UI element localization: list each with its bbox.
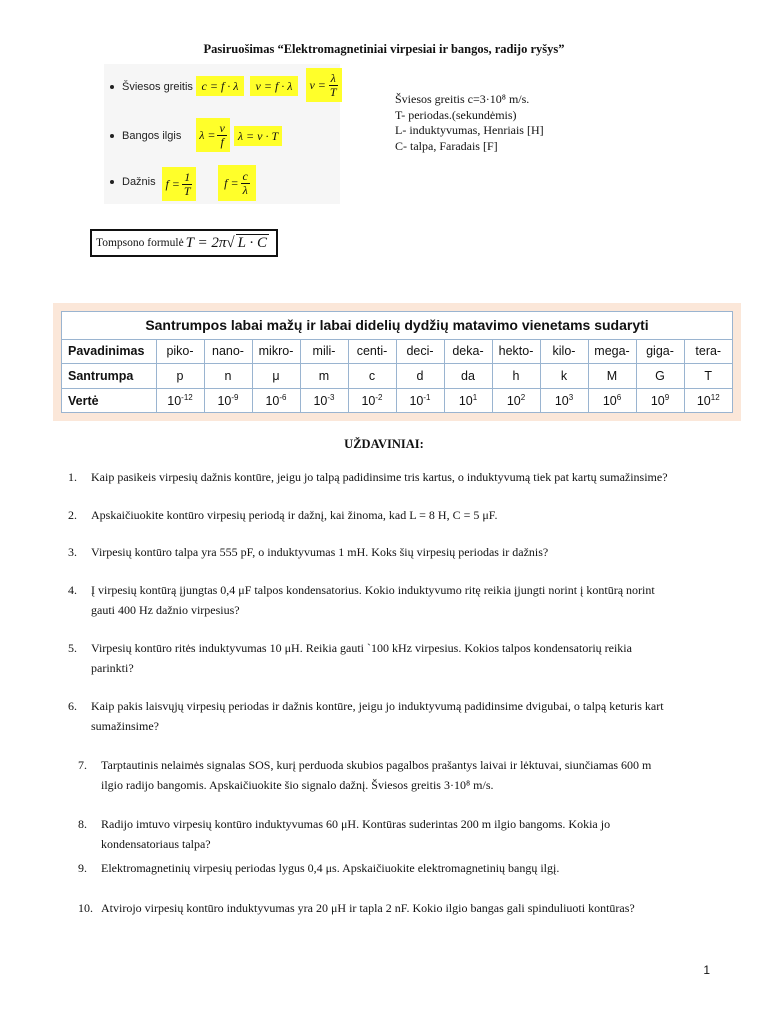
row-header-abbrev: Santrumpa [62,364,156,389]
prefix-abbrev: T [684,364,732,389]
formula-lambda-v-f: λ = $\frac{v}{f}$ [196,118,230,152]
prefix-name: piko- [156,339,204,364]
prefix-table [61,311,733,413]
prefix-name: deci- [396,339,444,364]
prefix-value: $10^{-6}$ [252,389,300,414]
note-period: T- periodas.(sekundėmis) [395,107,517,122]
bullet-icon [110,134,114,138]
prefix-table-title: Santrumpos labai mažų ir labai didelių dydžių matavimo vienetams sudaryti [62,312,732,340]
note-capacitance: C- talpa, Faradais [F] [395,138,498,153]
prefix-value: $10^{-3}$ [300,389,348,414]
prefix-abbrev: M [588,364,636,389]
thomson-label: Tompsono formulė [96,237,184,249]
prefix-abbrev: c [348,364,396,389]
thomson-formula-box [90,229,278,257]
row-header-name: Pavadinimas [62,339,156,364]
prefix-value: $10^9$ [636,389,684,414]
prefix-abbrev: k [540,364,588,389]
prefix-value-row [62,389,732,414]
prefix-value: $10^{-9}$ [204,389,252,414]
bullet-icon [110,180,114,184]
prefix-abbrev: d [396,364,444,389]
wavelength-row [110,130,181,142]
prefix-names-row [62,339,732,364]
prefix-abbrev: m [300,364,348,389]
prefix-value: $10^{12}$ [696,392,720,408]
prefix-abbrev: h [492,364,540,389]
bullet-icon [110,85,114,89]
formula-v-f-lambda: v = f · λ [250,76,298,96]
wavelength-label: Bangos ilgis [122,130,182,142]
prefix-name: tera- [684,339,732,364]
prefix-abbrev: p [156,364,204,389]
prefix-name: mili- [300,339,348,364]
frequency-row [110,176,156,188]
prefix-name: mikro- [252,339,300,364]
prefix-table-frame [53,303,741,421]
prefix-abbrev: n [204,364,252,389]
row-header-value: Vertė [62,389,156,414]
prefix-abbrev: μ [252,364,300,389]
speed-row [110,81,193,93]
prefix-abbrev: da [444,364,492,389]
symbol-notes [395,92,544,154]
page-number: 1 [703,963,710,977]
page-title: Pasiruošimas “Elektromagnetiniai virpesiai ir bangos, radijo ryšys” [203,42,565,56]
thomson-expression: T = 2π√ L · C [185,235,267,251]
prefix-value: $10^3$ [540,389,588,414]
prefix-abbrev: G [636,364,684,389]
frequency-label: Dažnis [122,176,156,188]
tasks-heading: UŽDAVINIAI: [344,437,424,451]
prefix-value: $10^{-1}$ [396,389,444,414]
prefix-name: centi- [348,339,396,364]
prefix-value: $10^2$ [492,389,540,414]
formula-v-lambda-t: v = $\frac{\lambda}{T}$ [306,68,342,102]
prefix-value: $10^6$ [588,389,636,414]
prefix-value: $10^1$ [444,389,492,414]
prefix-grid [62,339,732,413]
prefix-abbrev-row [62,364,732,389]
formula-f-c-lambda: f = $\frac{c}{\lambda}$ [218,165,256,201]
prefix-name: nano- [204,339,252,364]
prefix-name: deka- [444,339,492,364]
formula-lambda-v-t: λ = v · T [234,126,282,146]
prefix-name: kilo- [540,339,588,364]
prefix-value: $10^{-12}$ [156,389,204,414]
prefix-name: hekto- [492,339,540,364]
note-inductance: L- induktyvumas, Henriais [H] [395,123,544,138]
formula-panel [104,64,340,204]
note-speed: Šviesos greitis c=3·10⁸ m/s. [395,92,530,106]
prefix-value: $10^{-2}$ [348,389,396,414]
prefix-name: mega- [588,339,636,364]
speed-label: Šviesos greitis [122,81,193,93]
formula-c-f-lambda: c = f · λ [196,76,244,96]
formula-f-1-t: f = $\frac{1}{T}$ [162,167,196,201]
prefix-name: giga- [636,339,684,364]
